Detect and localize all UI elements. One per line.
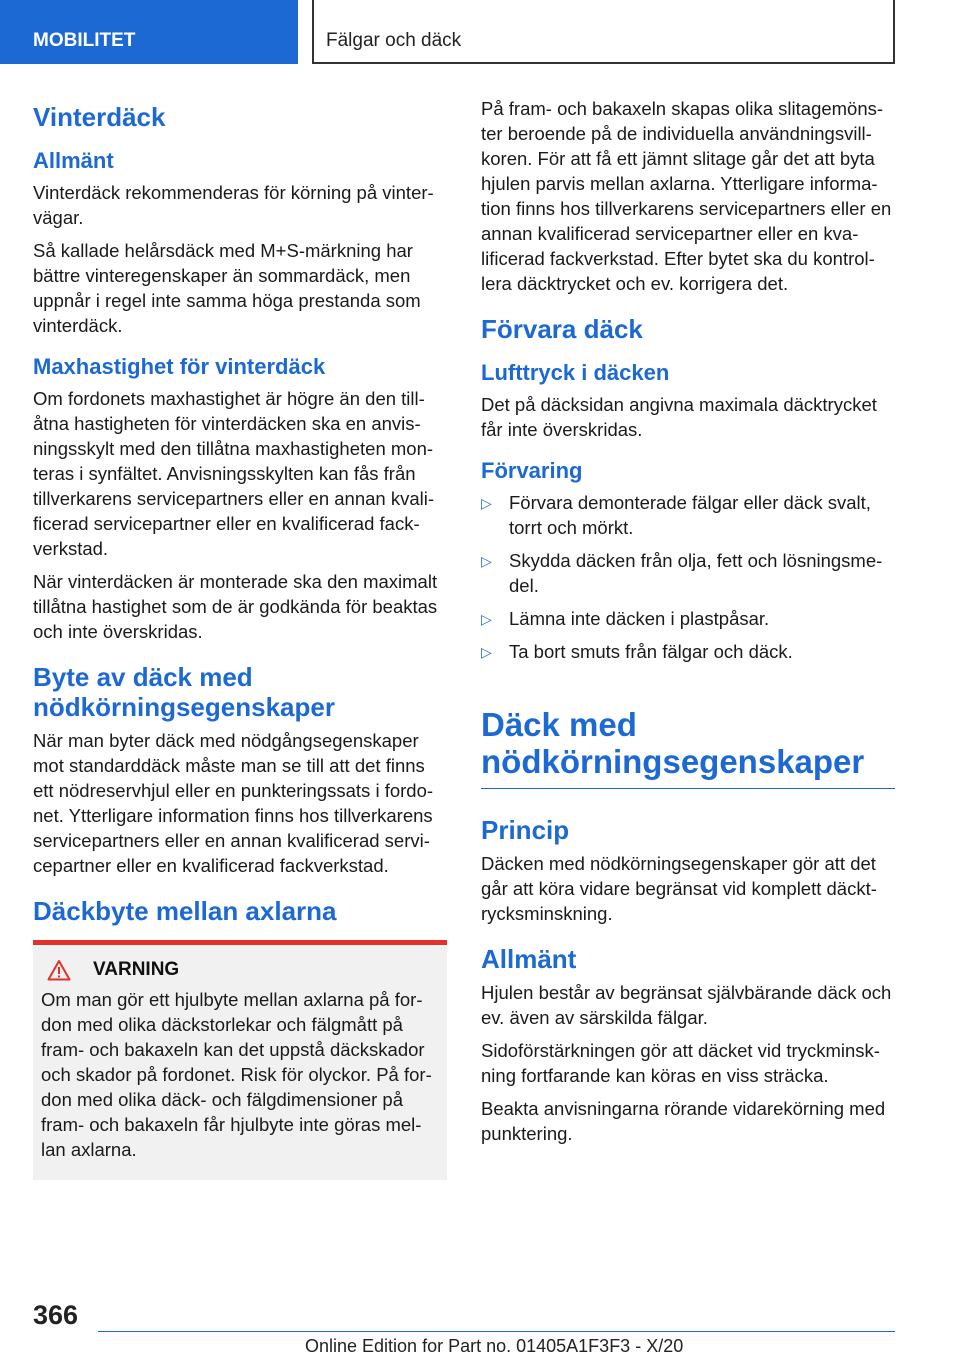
list-item-text: Ta bort smuts från fälgar och däck.	[509, 641, 793, 662]
heading-vinterdack: Vinterdäck	[33, 102, 166, 132]
storage-list	[481, 490, 895, 664]
paragraph: Det på däcksidan angivna maximala däcktrycket får inte överskridas.	[481, 394, 877, 440]
list-item	[481, 606, 895, 631]
heading-dackbyte: Däckbyte mellan axlarna	[33, 896, 337, 926]
heading-byte-av-dack: Byte av däck med nödkörningsegenskaper	[33, 662, 335, 722]
heading-dack-med-nodkorning: Däck med nödkörningsegenskaper	[481, 706, 895, 789]
warning-header	[47, 959, 439, 981]
paragraph: Så kallade helårsdäck med M+S-märkning har bättre vinteregenskaper än sommardäck, men uppnår i regel inte samma höga prestanda som vinterdäck.	[33, 240, 421, 336]
triangle-right-icon: ▷	[481, 644, 492, 660]
warning-triangle-icon	[47, 959, 71, 981]
heading-princip: Princip	[481, 815, 570, 845]
heading-maxhastighet: Maxhastighet för vinterdäck	[33, 354, 326, 379]
footer-edition: Online Edition for Part no. 01405A1F3F3 - X/20	[305, 1336, 684, 1356]
paragraph: Vinterdäck rekommenderas för körning på vintervägar.	[33, 182, 434, 228]
paragraph: På fram- och bakaxeln skapas olika slitagemönster beroende på de individuella användningsvillkoren. För att få ett jämnt slitage går det att byta hjulen parvis mellan axlarna. Ytterligare information finns hos tillverkarens servicepartners eller en annan kvalificerad servicepartner eller en kvalificerad fackverkstad. Efter bytet ska du kontrollera däcktrycket och ev. korrigera det.	[481, 98, 892, 294]
list-item-text: Förvara demonterade fälgar eller däck svalt, torrt och mörkt.	[509, 492, 871, 538]
footer-divider	[98, 1331, 895, 1332]
triangle-right-icon: ▷	[481, 495, 492, 511]
heading-forvaring: Förvaring	[481, 458, 583, 483]
triangle-right-icon: ▷	[481, 553, 492, 569]
list-item	[481, 639, 895, 664]
paragraph: Beakta anvisningarna rörande vidarekörning med punktering.	[481, 1098, 886, 1144]
paragraph: När man byter däck med nödgångsegenskaper mot standarddäck måste man se till att det finns ett nödreservhjul eller en punkteringssats i fordonet. Ytterligare information finns hos tillverkarens servicepartners eller en annan kvalificerad servicepartner eller en kvalificerad fackverkstad.	[33, 730, 434, 876]
paragraph: Om fordonets maxhastighet är högre än den tillåtna hastigheten för vinterdäcken ska en anvisningsskylt med den tillåtna maxhastigheten monteras i synfältet. Anvisningsskylten kan fås från tillverkarens servicepartners eller en annan kvalificerad servicepartner eller en kvalificerad fackverkstad.	[33, 388, 435, 559]
paragraph: Däcken med nödkörningsegenskaper gör att det går att köra vidare begränsat vid komplett däcktrycksminskning.	[481, 853, 877, 924]
left-column	[33, 96, 447, 1180]
heading-allmant-2: Allmänt	[481, 944, 577, 974]
paragraph: Hjulen består av begränsat självbärande däck och ev. även av särskilda fälgar.	[481, 982, 892, 1028]
right-column	[481, 96, 895, 1154]
page-number: 366	[33, 1300, 79, 1330]
warning-text: Om man gör ett hjulbyte mellan axlarna på fordon med olika däckstorlekar och fälgmått på fram- och bakaxeln kan det uppstå däckskador och skador på fordonet. Risk för olyckor. På fordon med olika däck- och fälgdimensioner på fram- och bakaxeln får hjulbyte inte göras mellan axlarna.	[41, 989, 432, 1160]
list-item	[481, 548, 895, 598]
warning-box	[33, 940, 447, 1180]
heading-forvara-dack: Förvara däck	[481, 314, 643, 344]
section-tab: MOBILITET	[0, 0, 298, 64]
chapter-title: Fälgar och däck	[312, 0, 895, 64]
list-item-text: Lämna inte däcken i plastpåsar.	[509, 608, 770, 629]
heading-allmant: Allmänt	[33, 148, 114, 173]
list-item	[481, 490, 895, 540]
heading-lufttryck: Lufttryck i däcken	[481, 360, 670, 385]
list-item-text: Skydda däcken från olja, fett och lösningsmedel.	[509, 550, 883, 596]
triangle-right-icon: ▷	[481, 611, 492, 627]
paragraph: Sidoförstärkningen gör att däcket vid tryckminskning fortfarande kan köras en viss sträcka.	[481, 1040, 880, 1086]
warning-label: VARNING	[93, 959, 180, 980]
paragraph: När vinterdäcken är monterade ska den maximalt tillåtna hastighet som de är godkända för beaktas och inte överskridas.	[33, 571, 438, 642]
